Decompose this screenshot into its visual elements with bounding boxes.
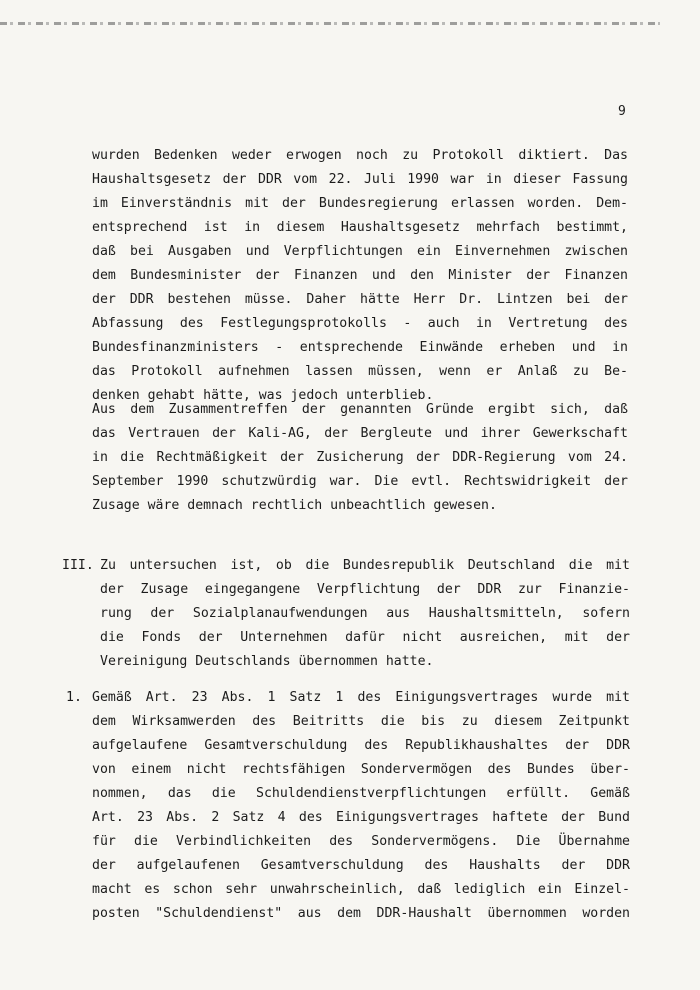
text-line: das Protokoll aufnehmen lassen müssen, wenn er Anlaß zu Be-	[92, 364, 628, 379]
text-line: entsprechend ist in diesem Haushaltsgesetz mehrfach bestimmt,	[92, 220, 628, 235]
text-line: denken gehabt hätte, was jedoch unterblieb.	[92, 388, 434, 403]
page-number: 9	[618, 104, 627, 119]
text-line: der DDR bestehen müsse. Daher hätte Herr Dr. Lintzen bei der	[92, 292, 628, 307]
scan-edge-artifact	[0, 22, 660, 25]
text-line: September 1990 schutzwürdig war. Die evtl. Rechtswidrigkeit der	[92, 474, 628, 489]
text-line: das Vertrauen der Kali-AG, der Bergleute und ihrer Gewerkschaft	[92, 426, 628, 441]
text-line: aufgelaufene Gesamtverschuldung des Republikhaushaltes der DDR	[92, 738, 630, 753]
section-3-marker: III.	[62, 558, 94, 573]
text-line: dem Bundesminister der Finanzen und den Minister der Finanzen	[92, 268, 628, 283]
text-line: posten "Schuldendienst" aus dem DDR-Haushalt übernommen worden	[92, 906, 630, 921]
text-line: Haushaltsgesetz der DDR vom 22. Juli 1990 war in dieser Fassung	[92, 172, 628, 187]
text-line: Zusage wäre demnach rechtlich unbeachtlich gewesen.	[92, 498, 497, 513]
text-line: rung der Sozialplanaufwendungen aus Haushaltsmitteln, sofern	[100, 606, 630, 621]
text-line: für die Verbindlichkeiten des Sondervermögens. Die Übernahme	[92, 834, 630, 849]
item-1-marker: 1.	[66, 690, 82, 705]
text-line: daß bei Ausgaben und Verpflichtungen ein Einvernehmen zwischen	[92, 244, 628, 259]
text-line: Aus dem Zusammentreffen der genannten Gründe ergibt sich, daß	[92, 402, 628, 417]
section-3-text	[100, 554, 630, 674]
text-line: Vereinigung Deutschlands übernommen hatte.	[100, 654, 434, 669]
text-line: in die Rechtmäßigkeit der Zusicherung der DDR-Regierung vom 24.	[92, 450, 628, 465]
text-line: Art. 23 Abs. 2 Satz 4 des Einigungsvertrages haftete der Bund	[92, 810, 630, 825]
text-line: dem Wirksamwerden des Beitritts die bis zu diesem Zeitpunkt	[92, 714, 630, 729]
text-line: von einem nicht rechtsfähigen Sondervermögen des Bundes über-	[92, 762, 630, 777]
text-line: Bundesfinanzministers - entsprechende Einwände erheben und in	[92, 340, 628, 355]
text-line: der Zusage eingegangene Verpflichtung der DDR zur Finanzie-	[100, 582, 630, 597]
paragraph-1	[92, 144, 628, 408]
text-line: der aufgelaufenen Gesamtverschuldung des Haushalts der DDR	[92, 858, 630, 873]
text-line: Zu untersuchen ist, ob die Bundesrepublik Deutschland die mit	[100, 558, 630, 573]
paragraph-2	[92, 398, 628, 518]
text-line: Abfassung des Festlegungsprotokolls - auch in Vertretung des	[92, 316, 628, 331]
text-line: die Fonds der Unternehmen dafür nicht ausreichen, mit der	[100, 630, 630, 645]
text-line: im Einverständnis mit der Bundesregierung erlassen worden. Dem-	[92, 196, 628, 211]
item-1-text	[92, 686, 630, 926]
text-line: wurden Bedenken weder erwogen noch zu Protokoll diktiert. Das	[92, 148, 628, 163]
text-line: macht es schon sehr unwahrscheinlich, daß lediglich ein Einzel-	[92, 882, 630, 897]
text-line: Gemäß Art. 23 Abs. 1 Satz 1 des Einigungsvertrages wurde mit	[92, 690, 630, 705]
text-line: nommen, das die Schuldendienstverpflichtungen erfüllt. Gemäß	[92, 786, 630, 801]
